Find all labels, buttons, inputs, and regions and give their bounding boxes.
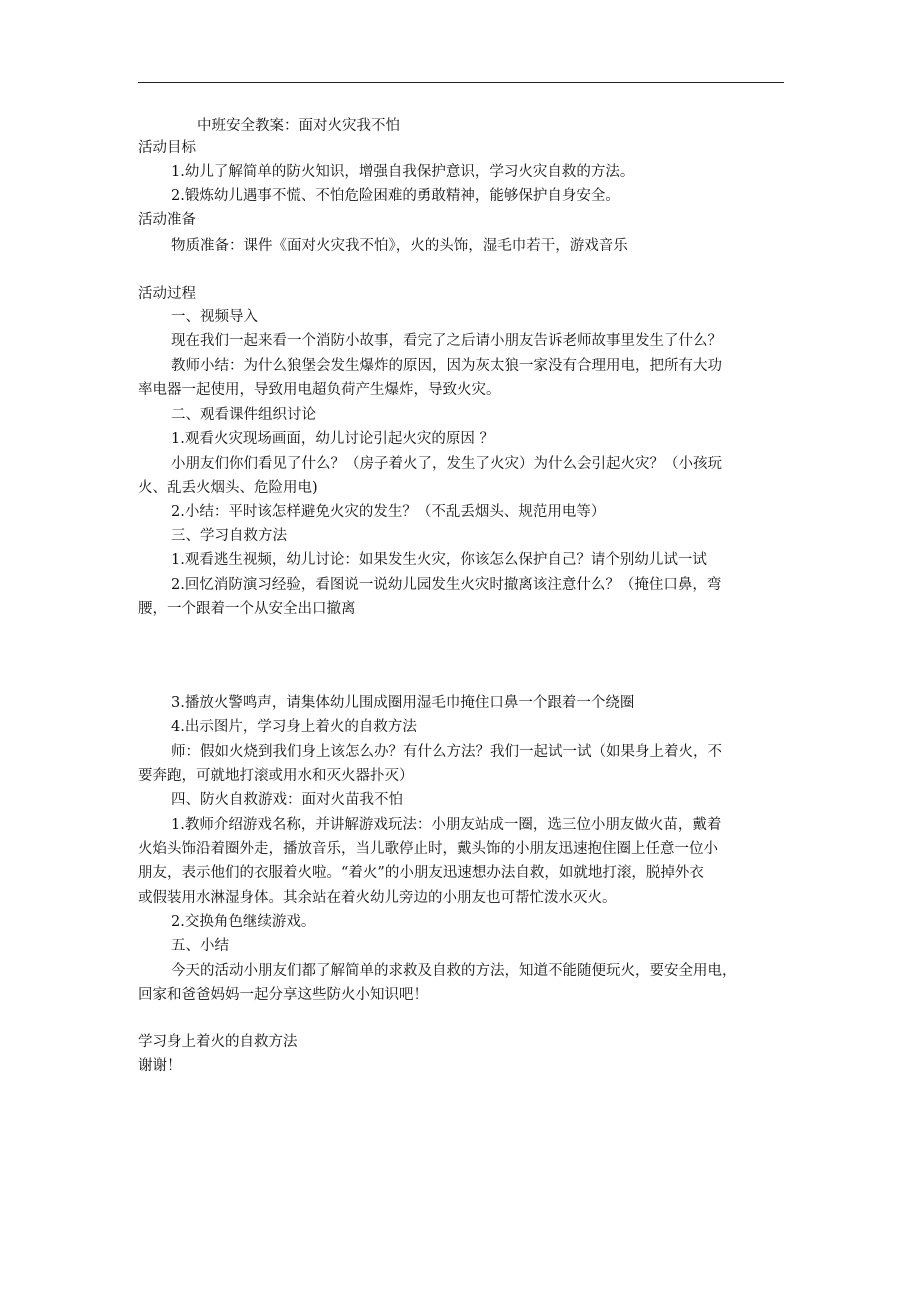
paragraph-line: 要奔跑，可就地打滚或用水和灭火器扑灭） — [138, 768, 414, 784]
paragraph-line: 教师小结：为什么狼堡会发生爆炸的原因，因为灰太狼一家没有合理用电，把所有大功 — [171, 358, 722, 374]
paragraph-line: 2.回忆消防演习经验，看图说一说幼儿园发生火灾时撤离该注意什么？（掩住口鼻，弯 — [171, 577, 722, 593]
goal-item: 1.幼儿了解简单的防火知识，增强自我保护意识，学习火灾自救的方法。 — [171, 164, 635, 180]
subheading: 三、学习自救方法 — [171, 528, 287, 544]
paragraph-line: 3.播放火警鸣声，请集体幼儿围成圈用湿毛巾掩住口鼻一个跟着一个绕圈 — [171, 695, 635, 711]
closing-note: 学习身上着火的自救方法 — [138, 1034, 298, 1050]
paragraph-line: 2.交换角色继续游戏。 — [171, 914, 316, 930]
paragraph-line: 师：假如火烧到我们身上该怎么办？有什么方法？我们一起试一试（如果身上着火，不 — [171, 744, 722, 760]
paragraph-line: 4.出示图片，学习身上着火的自救方法 — [171, 719, 417, 735]
section-heading-process: 活动过程 — [138, 286, 196, 302]
paragraph-line: 今天的活动小朋友们都了解简单的求救及自救的方法，知道不能随便玩火，要安全用电， — [171, 963, 737, 979]
paragraph-line: 火、乱丢火烟头、危险用电) — [138, 480, 318, 496]
paragraph-line: 1.教师介绍游戏名称，并讲解游戏玩法：小朋友站成一圈，选三位小朋友做火苗，戴着 — [171, 817, 722, 833]
paragraph-line: 1.观看火灾现场画面，幼儿讨论引起火灾的原因 ？ — [171, 431, 494, 447]
section-heading-goals: 活动目标 — [138, 140, 196, 156]
subheading: 二、观看课件组织讨论 — [171, 407, 316, 423]
paragraph-line: 1.观看逃生视频，幼儿讨论：如果发生火灾，你该怎么保护自己？请个别幼儿试一试 — [171, 552, 707, 568]
paragraph-line: 率电器一起使用，导致用电超负荷产生爆炸，导致火灾。 — [138, 382, 501, 398]
subheading: 一、视频导入 — [171, 309, 258, 325]
subheading: 五、小结 — [171, 938, 229, 954]
goal-item: 2.锻炼幼儿遇事不慌、不怕危险困难的勇敢精神，能够保护自身安全。 — [171, 188, 620, 204]
paragraph-line: 火焰头饰沿着圈外走，播放音乐，当儿歌停止时，戴头饰的小朋友迅速抱住圈上任意一位小 — [138, 841, 718, 857]
paragraph-line: 回家和爸爸妈妈一起分享这些防火小知识吧！ — [138, 987, 428, 1003]
paragraph-line: 腰，一个跟着一个从安全出口撤离 — [138, 601, 356, 617]
section-heading-prep: 活动准备 — [138, 212, 196, 228]
closing-thanks: 谢谢！ — [138, 1058, 182, 1074]
header-rule — [138, 82, 784, 83]
paragraph-line: 小朋友们你们看见了什么？（房子着火了，发生了火灾）为什么会引起火灾？（小孩玩 — [171, 456, 722, 472]
paragraph-line: 朋友，表示他们的衣服着火啦。“着火”的小朋友迅速想办法自救，如就地打滚，脱掉外衣 — [138, 865, 704, 881]
subheading: 四、防火自救游戏：面对火苗我不怕 — [171, 792, 403, 808]
document-title: 中班安全教案：面对火灾我不怕 — [197, 118, 400, 134]
paragraph-line: 或假装用水淋湿身体。其余站在着火幼儿旁边的小朋友也可帮忙泼水灭火。 — [138, 890, 617, 906]
paragraph-line: 现在我们一起来看一个消防小故事，看完了之后请小朋友告诉老师故事里发生了什么？ — [171, 333, 722, 349]
prep-text: 物质准备：课件《面对火灾我不怕》，火的头饰，湿毛巾若干，游戏音乐 — [171, 238, 628, 254]
paragraph-line: 2.小结：平时该怎样避免火灾的发生？（不乱丢烟头、规范用电等） — [171, 504, 606, 520]
